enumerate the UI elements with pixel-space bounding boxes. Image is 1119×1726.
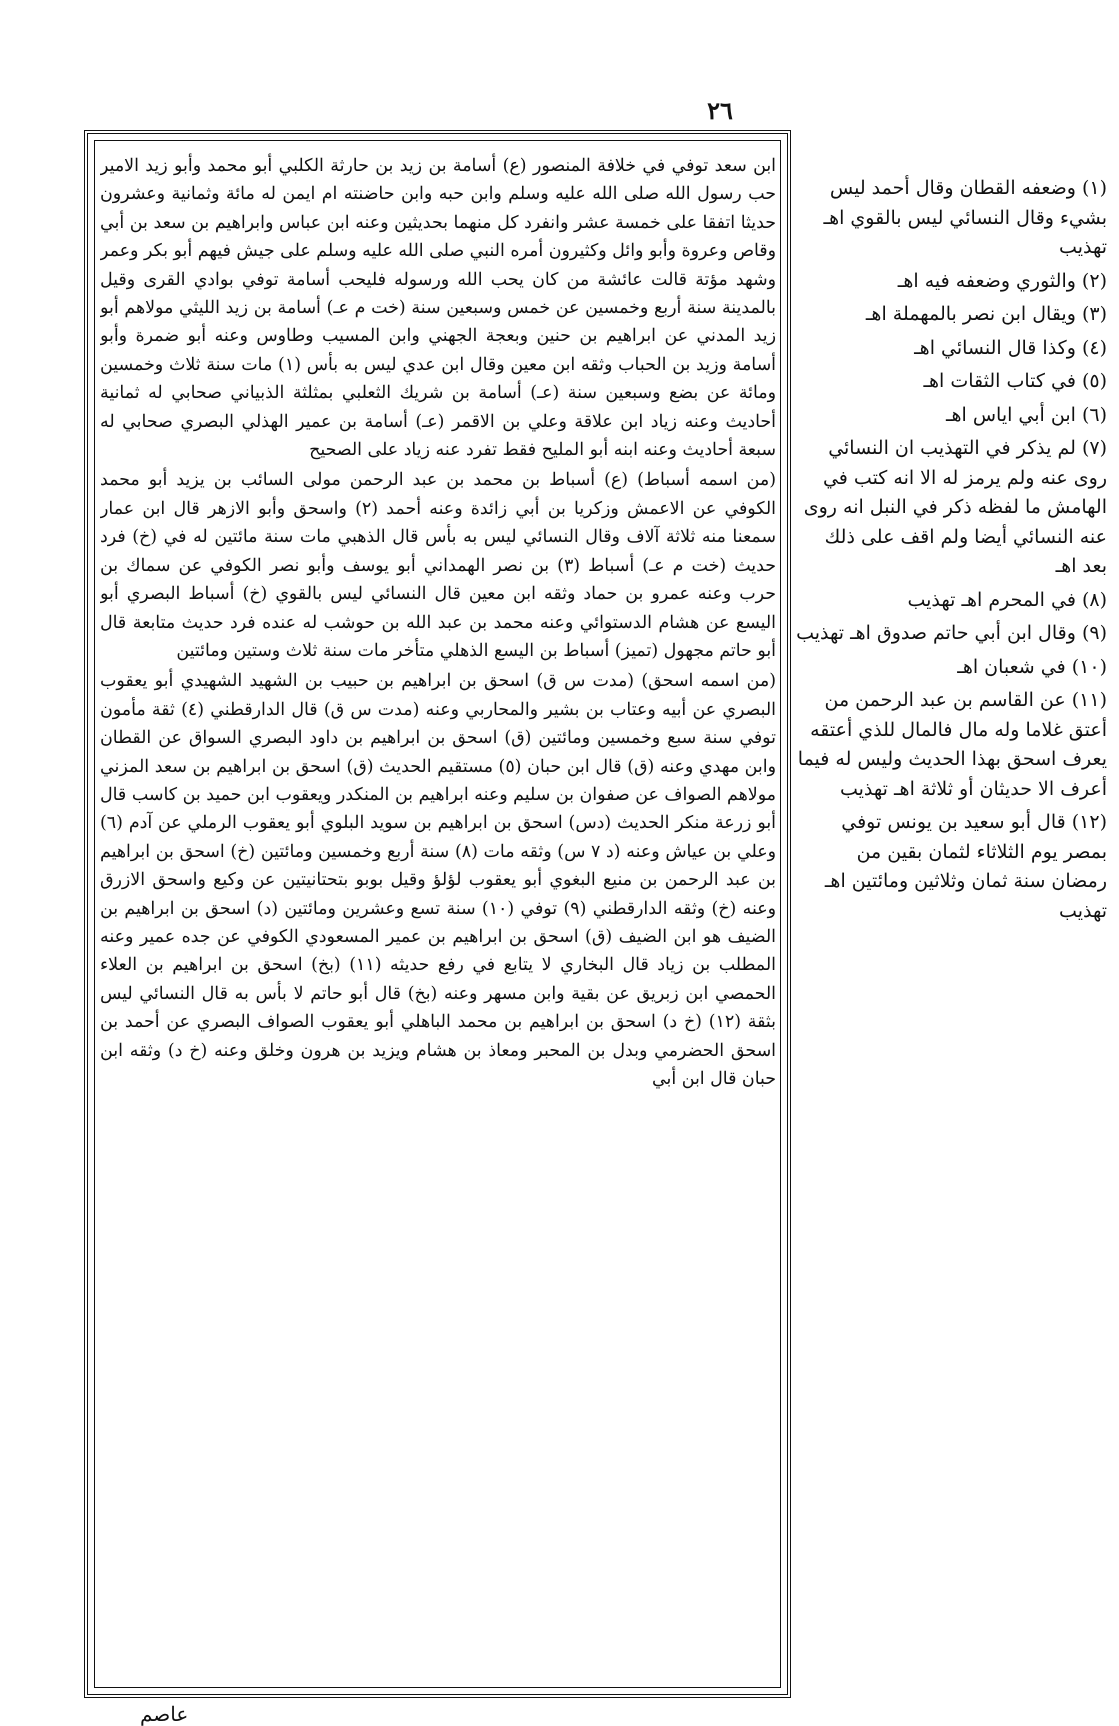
- margin-note-3: (٣) ويقال ابن نصر بالمهملة اهـ: [865, 303, 1107, 325]
- page-number: ٢٦: [707, 96, 733, 125]
- margin-note-5: (٥) في كتاب الثقات اهـ: [923, 370, 1107, 392]
- main-paragraph-ishaq: (من اسمه اسحق) (مدت س ق) اسحق بن ابراهيم بن حبيب بن الشهيد الشهيدي أبو يعقوب البصري عن أبيه وعتاب بن بشير والمحاربي وعنه (مدت س ق) قال الدارقطني (٤) ثقة مأمون توفي سنة سبع وخمسين ومائتين (ق) اسحق بن ابراهيم بن داود البصري السواق عن القطان وابن مهدي وعنه (ق) قال ابن حبان (٥) مستقيم الحديث (ق) اسحق بن ابراهيم بن سعد المزني مولاهم الصواف عن صفوان بن سليم وعنه ابراهيم بن المنكدر ويعقوب ابن حميد بن كاسب قال أبو زرعة منكر الحديث (دس) اسحق بن ابراهيم بن سويد البلوي أبو يعقوب الرملي عن آدم (٦) وعلي بن عياش وعنه (د ٧ س) وثقه مات (٨) سنة أربع وخمسين ومائتين (خ) اسحق بن ابراهيم بن عبد الرحمن بن منيع البغوي أبو يعقوب لؤلؤ وقيل بوبو بتحتانيتين عن وكيع واسحق الازرق وعنه (خ) وثقه الدارقطني (٩) توفي (١٠) سنة تسع وعشرين ومائتين (د) اسحق بن ابراهيم بن الضيف هو ابن الضيف (ق) اسحق بن ابراهيم بن عمير المسعودي الكوفي عن جده عمير وعنه المطلب بن زياد قال البخاري لا يتابع في رفع حديثه (١١) (بخ) اسحق بن ابراهيم بن العلاء الحمصي ابن زبريق عن بقية وابن مسهر وعنه (بخ) قال أبو حاتم لا بأس به قال النسائي ليس بثقة (١٢) (خ د) اسحق بن ابراهيم بن محمد الباهلي أبو يعقوب الصواف البصري عن أحمد بن اسحق الحضرمي وبدل بن المحبر ومعاذ بن هشام ويزيد بن هرون وخلق وعنه (خ د) وثقه ابن حبان قال ابن أبي: [100, 671, 776, 1089]
- margin-note-11: (١١) عن القاسم بن عبد الرحمن من أعتق غلاما وله مال فالمال للذي أعتقه يعرف اسحق بهذا الحديث وليس له فيما أعرف الا حديثان أو ثلاثة اهـ تهذيب: [797, 689, 1107, 800]
- catchword: عاصم: [140, 1702, 189, 1726]
- margin-note-12: (١٢) قال أبو سعيد بن يونس توفي بمصر يوم الثلاثاء لثمان بقين من رمضان سنة ثمان وثلاثين ومائتين اهـ تهذيب: [824, 811, 1107, 922]
- margin-note-10: (١٠) في شعبان اهـ: [957, 655, 1107, 678]
- margin-note-9: (٩) وقال ابن أبي حاتم صدوق اهـ تهذيب: [796, 622, 1107, 644]
- margin-note-6: (٦) ابن أبي اياس اهـ: [945, 403, 1107, 426]
- main-paragraph-usama: ابن سعد توفي في خلافة المنصور (ع) أسامة بن زيد بن حارثة الكلبي أبو محمد وأبو زيد الامير حب رسول الله صلى الله عليه وسلم وابن حبه وابن حاضنته ام ايمن له مائة وثمانية وعشرون حديثا اتفقا على خمسة عشر وانفرد كل منهما بحديثين وعنه ابن عباس وابراهيم بن سعد بن أبي وقاص وعروة وأبو وائل وكثيرون أمره النبي صلى الله عليه وسلم على جيش فيهم أبو بكر وعمر وشهد مؤتة قالت عائشة من كان يحب الله ورسوله فليحب أسامة توفي بوادي القرى وقيل بالمدينة سنة أربع وخمسين عن خمس وسبعين سنة (خت م عـ) أسامة بن زيد الليثي مولاهم أبو زيد المدني عن ابراهيم بن حنين وبعجة الجهني وابن المسيب وطاوس وعنه أبو ضمرة وأبو أسامة وزيد بن الحباب وثقه ابن معين وقال ابن عدي ليس به بأس (١) مات سنة ثلاث وخمسين ومائة عن بضع وسبعين سنة (عـ) أسامة بن شريك الثعلبي بمثلثة الذبياني صحابي له ثمانية أحاديث وعنه زياد ابن علاقة وعلي بن الاقمر (عـ) أسامة بن عمير الهذلي البصري صحابي له سبعة أحاديث وعنه ابنه أبو المليح فقط تفرد عنه زياد على الصحيح: [100, 156, 776, 461]
- main-text-block: [100, 152, 776, 1682]
- margin-note-2: (٢) والثوري وضعفه فيه اهـ: [897, 269, 1107, 292]
- margin-note-1: (١) وضعفه القطان وقال أحمد ليس بشيء وقال النسائي ليس بالقوي اهـ تهذيب: [823, 177, 1107, 258]
- margin-note-8: (٨) في المحرم اهـ تهذيب: [907, 588, 1107, 611]
- main-paragraph-asbat: (من اسمه أسباط) (ع) أسباط بن محمد بن عبد الرحمن مولى السائب بن يزيد أبو محمد الكوفي عن الاعمش وزكريا بن أبي زائدة وعنه أحمد (٢) واسحق وأبو الازهر قال ابن عمار سمعنا منه ثلاثة آلاف وقال النسائي ليس به بأس قال الذهبي مات سنة مائتين له في (خ) فرد حديث (خت م عـ) أسباط (٣) بن نصر الهمداني أبو يوسف وأبو نصر الكوفي عن سماك بن حرب وعنه عمرو بن حماد وثقه ابن معين قال النسائي ليس بالقوي (خ) أسباط البصري أبو اليسع عن هشام الدستوائي وعنه محمد بن عبد الله بن حوشب له عنده فرد حديث متابعة قال أبو حاتم مجهول (تميز) أسباط بن اليسع الذهلي متأخر مات سنة ثلاث وستين ومائتين: [100, 470, 776, 661]
- margin-note-7: (٧) لم يذكر في التهذيب ان النسائي روى عنه ولم يرمز له الا انه كتب في الهامش ما لفظه ذكر في النبل انه روى عنه النسائي أيضا ولم اقف على ذلك بعد اهـ: [803, 437, 1107, 577]
- margin-note-4: (٤) وكذا قال النسائي اهـ: [914, 336, 1107, 359]
- margin-notes: [795, 174, 1107, 930]
